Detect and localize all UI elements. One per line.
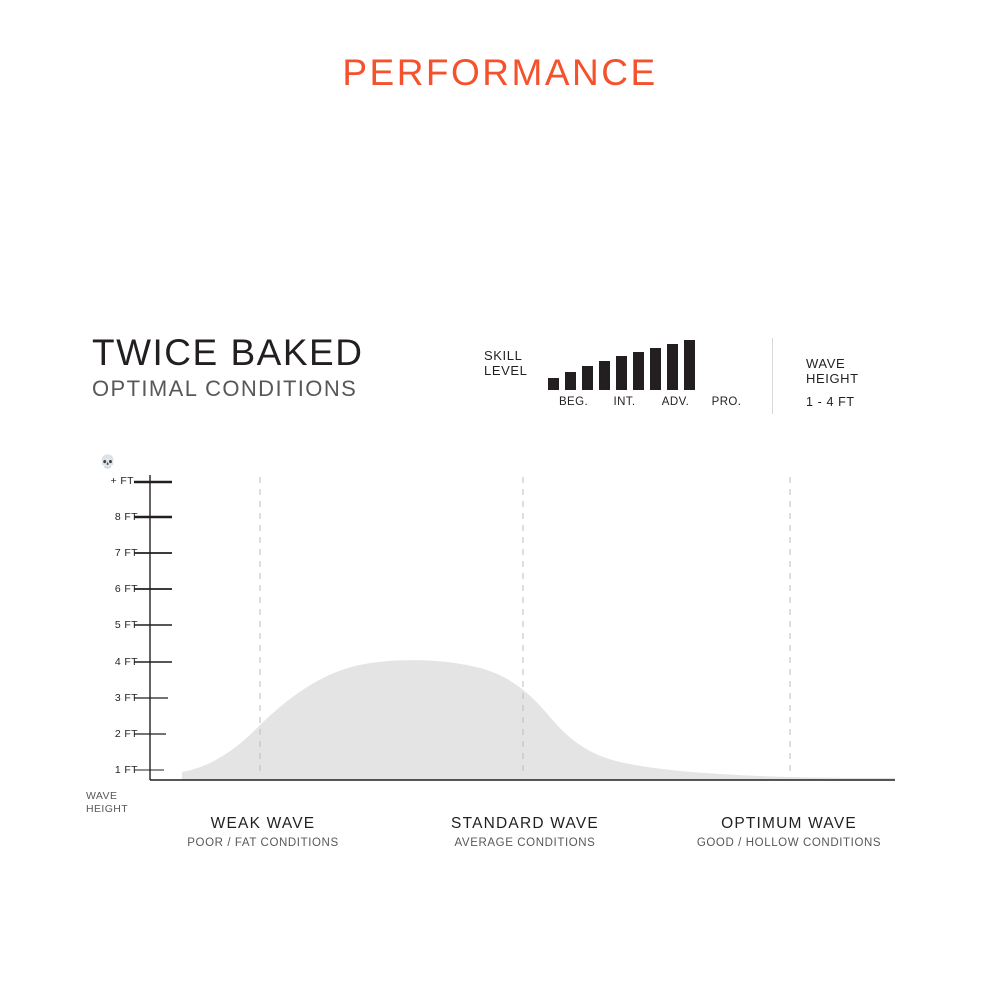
skill-level-label-line2: LEVEL	[484, 363, 528, 378]
skill-bar	[582, 366, 593, 390]
skill-level-bars	[548, 340, 752, 390]
category-name: STANDARD WAVE	[451, 815, 599, 832]
board-name: TWICE BAKED	[92, 332, 364, 373]
board-title-block	[92, 332, 363, 404]
category-sub: GOOD / HOLLOW CONDITIONS	[696, 837, 882, 849]
performance-chart	[70, 455, 930, 855]
category-name: OPTIMUM WAVE	[721, 815, 857, 832]
skill-tick-int: INT.	[613, 396, 636, 408]
category-name: WEAK WAVE	[210, 815, 316, 832]
skill-bar	[565, 372, 576, 390]
wave-height-label-line2: HEIGHT	[806, 371, 859, 386]
skill-bar	[684, 340, 695, 390]
y-label-5ft: 5 FT	[114, 619, 138, 631]
y-axis-caption	[86, 790, 146, 816]
category-optimum-wave	[697, 815, 881, 849]
chart-area-path	[182, 660, 895, 780]
y-label-2ft: 2 FT	[114, 728, 138, 740]
page-title: PERFORMANCE	[342, 52, 658, 93]
wave-height-label-line1: WAVE	[806, 356, 846, 371]
y-label-plus: + FT	[110, 475, 134, 487]
skill-tick-pro: PRO.	[711, 396, 742, 408]
skill-level-label-line1: SKILL	[484, 348, 523, 363]
skill-level-label	[484, 348, 538, 408]
skill-level-meter	[548, 340, 752, 408]
skill-bar	[548, 378, 559, 390]
skill-bar	[667, 344, 678, 390]
y-label-3ft: 3 FT	[114, 692, 138, 704]
skill-level-ticks	[548, 396, 752, 408]
category-sub: POOR / FAT CONDITIONS	[187, 837, 339, 849]
wave-height-block	[806, 356, 859, 409]
vertical-divider	[772, 338, 773, 414]
skill-bar	[633, 352, 644, 390]
y-axis-caption-line1: WAVE	[86, 790, 118, 802]
y-axis-labels	[70, 455, 138, 785]
y-label-8ft: 8 FT	[114, 511, 138, 523]
category-sub: AVERAGE CONDITIONS	[454, 837, 596, 849]
y-label-1ft: 1 FT	[114, 764, 138, 776]
skill-level-block	[484, 340, 752, 408]
page-header	[0, 52, 1000, 94]
wave-height-value: 1 - 4 FT	[806, 395, 855, 409]
skill-bar	[599, 361, 610, 390]
skill-tick-beg: BEG.	[558, 396, 589, 408]
y-label-6ft: 6 FT	[114, 583, 138, 595]
y-label-7ft: 7 FT	[114, 547, 138, 559]
skill-tick-adv: ADV.	[661, 396, 690, 408]
skill-bar	[616, 356, 627, 390]
skull-icon: 💀	[99, 454, 116, 469]
y-axis-caption-line2: HEIGHT	[86, 803, 129, 815]
category-weak-wave	[187, 815, 338, 849]
y-label-4ft: 4 FT	[114, 656, 138, 668]
category-standard-wave	[451, 815, 599, 849]
skill-bar	[650, 348, 661, 390]
board-subtitle: OPTIMAL CONDITIONS	[92, 376, 358, 401]
